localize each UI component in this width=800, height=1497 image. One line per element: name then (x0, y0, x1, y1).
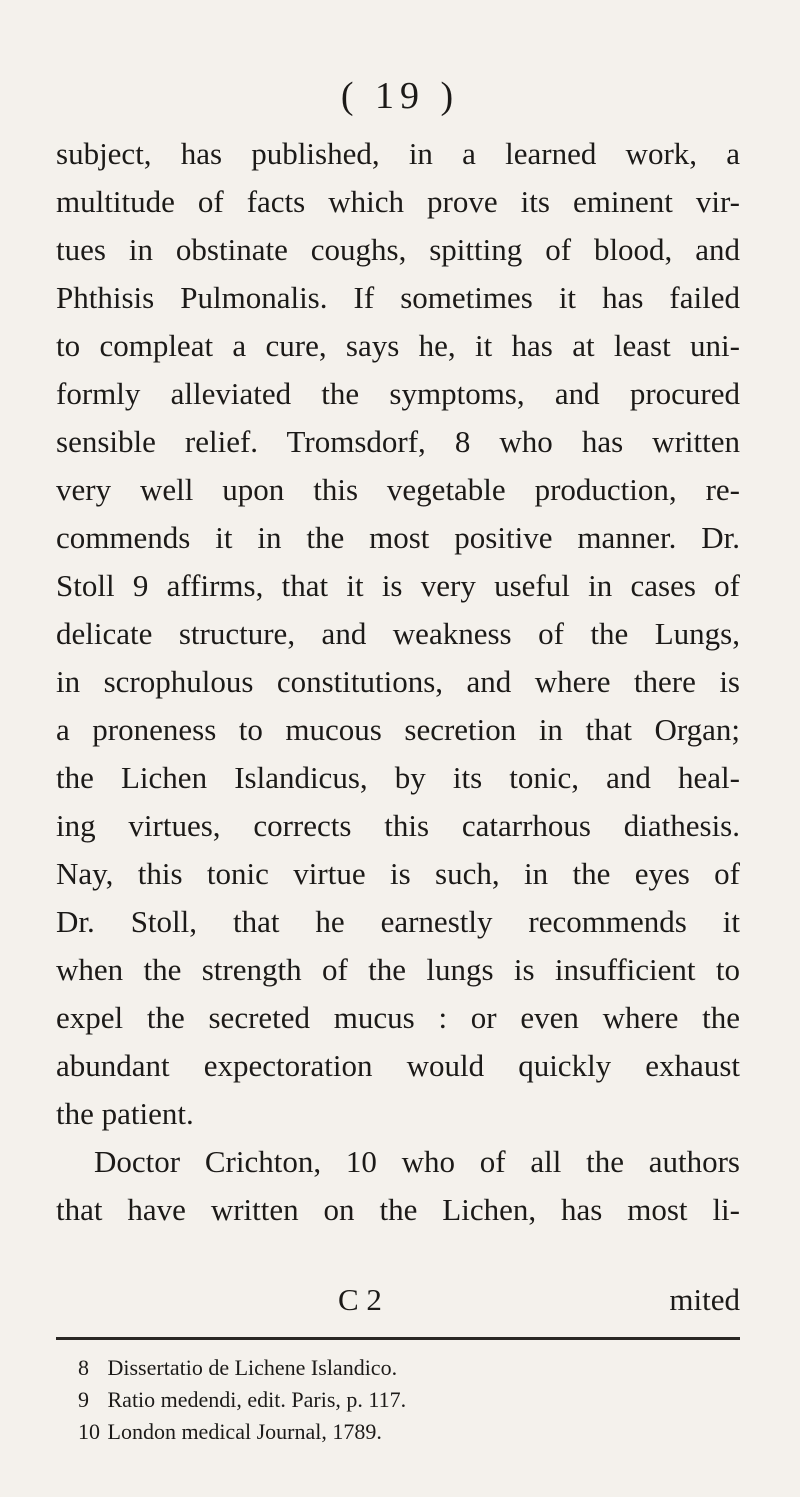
text-line: sensible relief. Tromsdorf, 8 who has written (56, 424, 740, 459)
text-line: ing virtues, corrects this catarrhous diathesis. (56, 808, 740, 843)
text-line: commends it in the most positive manner. Dr. (56, 520, 740, 555)
printer-signature: C 2 (338, 1282, 382, 1317)
text-line: delicate structure, and weakness of the Lungs, (56, 616, 740, 651)
text-line: the Lichen Islandicus, by its tonic, and heal- (56, 760, 740, 795)
text-line: formly alleviated the symptoms, and procured (56, 376, 740, 411)
footnote-text: London medical Journal, 1789. (107, 1419, 382, 1444)
text-line: Stoll 9 affirms, that it is very useful in cases of (56, 568, 740, 603)
catchword: mited (669, 1282, 740, 1317)
text-line: to compleat a cure, says he, it has at least uni- (56, 328, 740, 363)
footnote (78, 1384, 698, 1416)
text-line: Nay, this tonic virtue is such, in the eyes of (56, 856, 740, 891)
footnotes (78, 1352, 698, 1448)
text-line: abundant expectoration would quickly exhaust (56, 1048, 740, 1083)
body-text (56, 130, 740, 1234)
text-line: Phthisis Pulmonalis. If sometimes it has failed (56, 280, 740, 315)
signature-line (56, 1276, 740, 1324)
footnote-text: Dissertatio de Lichene Islandico. (107, 1355, 398, 1380)
footnote (78, 1416, 698, 1448)
text-line: that have written on the Lichen, has most li- (56, 1192, 740, 1227)
footnote-mark: 9 (78, 1387, 89, 1412)
text-line: very well upon this vegetable production, re- (56, 472, 740, 507)
text-line: when the strength of the lungs is insufficient to (56, 952, 740, 987)
text-line: in scrophulous constitutions, and where there is (56, 664, 740, 699)
footnote-divider (56, 1337, 740, 1340)
text-line: multitude of facts which prove its eminent vir- (56, 184, 740, 219)
text-line: the patient. (56, 1096, 194, 1131)
text-line: expel the secreted mucus : or even where the (56, 1000, 740, 1035)
page-number: ( 19 ) (340, 75, 460, 117)
footnote-mark: 8 (78, 1355, 89, 1380)
text-line: subject, has published, in a learned work, a (56, 136, 740, 171)
footnote-mark: 10 (78, 1419, 100, 1444)
footnote-text: Ratio medendi, edit. Paris, p. 117. (107, 1387, 407, 1412)
text-line: Doctor Crichton, 10 who of all the authors (94, 1144, 740, 1179)
text-line: a proneness to mucous secretion in that Organ; (56, 712, 740, 747)
text-line: Dr. Stoll, that he earnestly recommends it (56, 904, 740, 939)
text-line: tues in obstinate coughs, spitting of blood, and (56, 232, 740, 267)
footnote (78, 1352, 698, 1384)
